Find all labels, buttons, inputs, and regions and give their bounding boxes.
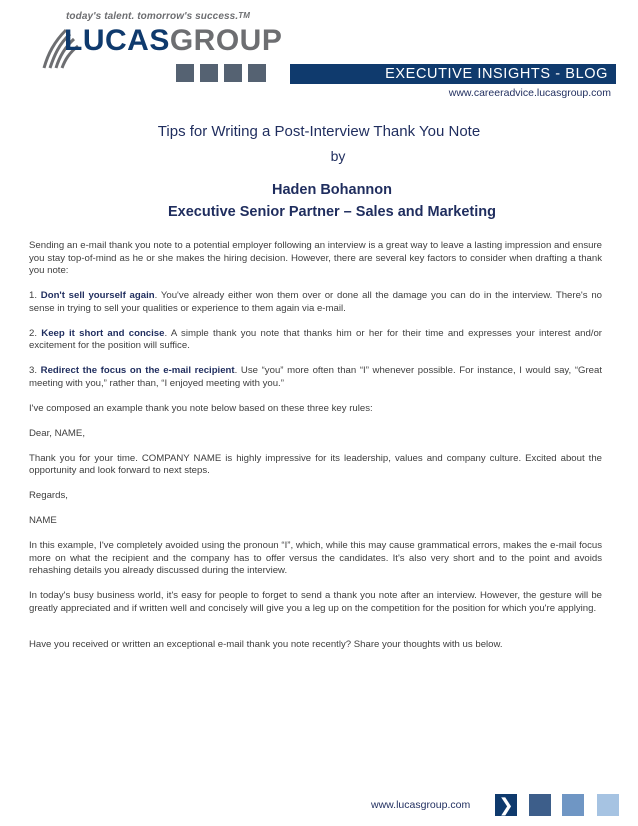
example-body: Thank you for your time. COMPANY NAME is highly impressive for its leadership, values and company culture. Excited about the opportunity and look forward to next steps.	[29, 452, 602, 476]
decorative-square	[248, 64, 266, 82]
article-body	[29, 240, 602, 664]
question-paragraph: Have you received or written an exceptional e-mail thank you note recently? Share your thoughts with us below.	[29, 639, 503, 650]
tip-1: 1. Don't sell yourself again. You've already either won them over or done all the damage you can do in the interview. There's no sense in trying to sell your qualities or experience to them again via e-mail.	[29, 290, 602, 314]
section-banner: EXECUTIVE INSIGHTS - BLOG	[290, 64, 616, 84]
tip-2-title: Keep it short and concise	[41, 327, 165, 339]
example-regards: Regards,	[29, 490, 68, 501]
decorative-square	[529, 794, 551, 816]
article-title: Tips for Writing a Post-Interview Thank You Note	[157, 123, 481, 140]
author-role: Executive Senior Partner – Sales and Marketing	[168, 204, 496, 220]
decorative-squares	[176, 64, 266, 82]
decorative-square	[597, 794, 619, 816]
chevron-right-icon[interactable]: ❯	[495, 794, 517, 816]
decorative-square	[562, 794, 584, 816]
closing-paragraph: In today's busy business world, it's easy for people to forget to send a thank you note after an interview. However, the gesture will be greatly appreciated and if written well and concisely will give you a leg up on the competition for the position for which you're applying.	[29, 590, 602, 614]
byline-by: by	[330, 148, 346, 164]
tip-3: 3. Redirect the focus on the e-mail recipient. Use “you” more often than “I” whenever possible. For instance, I would say, “Great meeting with you,” rather than, “I enjoyed meeting with you.”	[29, 365, 603, 389]
footer-website-link[interactable]: www.lucasgroup.com	[371, 799, 471, 811]
decorative-square	[176, 64, 194, 82]
example-salutation: Dear, NAME,	[29, 427, 85, 439]
intro-paragraph: Sending an e-mail thank you note to a potential employer following an interview is a great way to leave a lasting impression and ensure you stay top-of-mind as he or she makes the hiring decision. However, there are several key factors to consider when drafting a thank you note:	[29, 240, 602, 276]
tip-3-title: Redirect the focus on the e-mail recipient	[40, 365, 235, 376]
tagline: today's talent. tomorrow's success.™	[66, 11, 250, 22]
example-signature: NAME	[29, 515, 57, 526]
composed-paragraph: I've composed an example thank you note below based on these three key rules:	[29, 402, 373, 414]
author-name: Haden Bohannon	[271, 182, 393, 198]
decorative-square	[224, 64, 242, 82]
analysis-paragraph: In this example, I've completely avoided using the pronoun “I”, which, while this may cause grammatical errors, makes the e-mail focus more on what the recipient and the company has to offer versus the candidates. It's also very short and to the point and avoids rehashing details you already discussed during the interview.	[29, 540, 602, 576]
brand-wordmark: LUCASGROUP	[64, 24, 283, 57]
tip-2: 2. Keep it short and concise. A simple thank you note that thanks him or her for their time and expresses your interest and/or excitement for the position will suffice.	[29, 327, 602, 351]
header-website-link[interactable]: www.careeradvice.lucasgroup.com	[448, 87, 611, 99]
tip-1-title: Don't sell yourself again	[40, 290, 155, 301]
decorative-square	[200, 64, 218, 82]
